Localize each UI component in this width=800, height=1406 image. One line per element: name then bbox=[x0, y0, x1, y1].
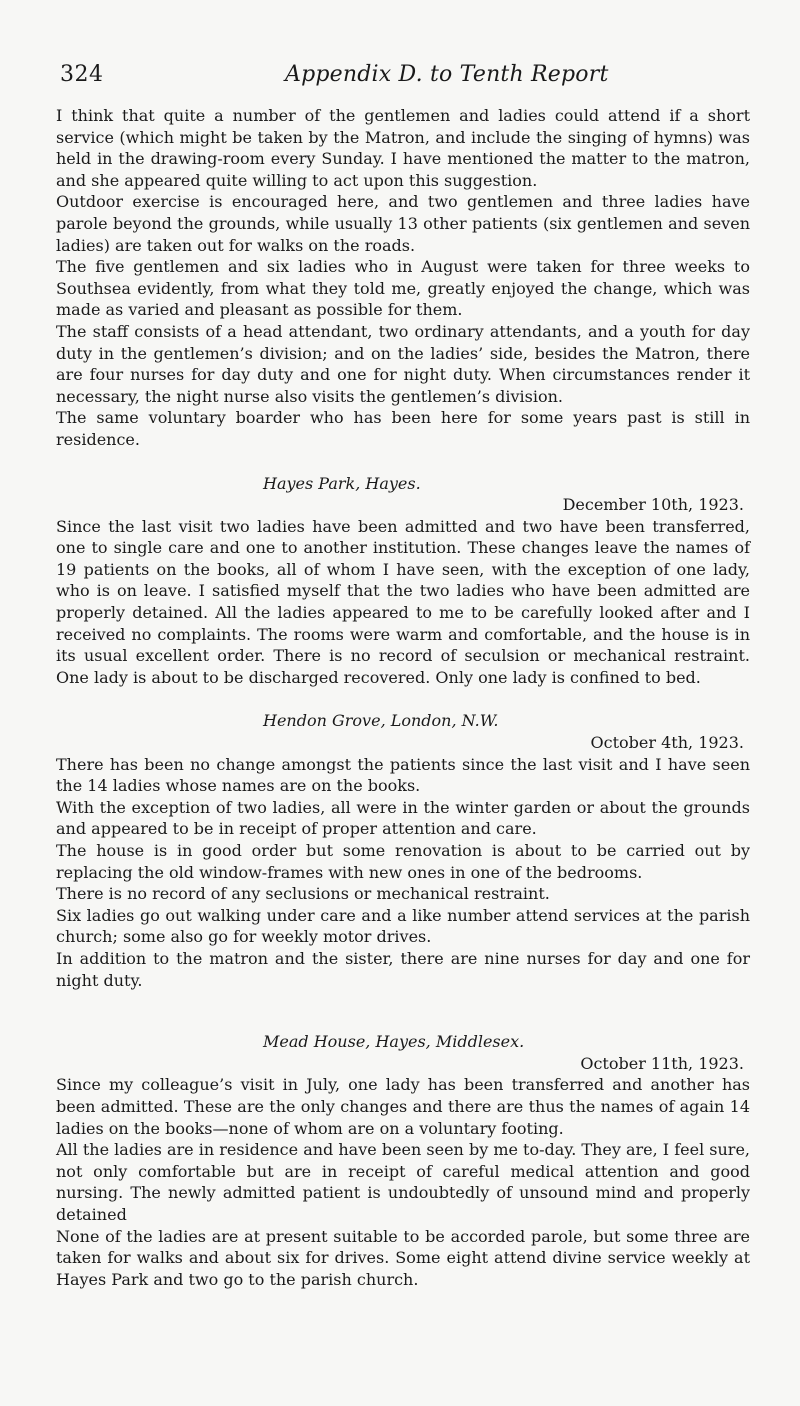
hayes-park-date: December 10th, 1923. bbox=[562, 495, 744, 515]
mead-house-paragraph-1: Since my colleague’s visit in July, one lady has been transferred and another has been admitted. These are the only changes and there are thus the names of again 14 ladies on the books—none of whom are on a voluntary footing. bbox=[56, 1075, 750, 1138]
hendon-grove-paragraph-4: There is no record of any seclusions or mechanical restraint. bbox=[56, 884, 550, 904]
hendon-grove-paragraph-5: Six ladies go out walking under care and a like number attend services at the parish church; some also go for weekly motor drives. bbox=[56, 905, 750, 947]
document-body bbox=[56, 105, 750, 1290]
intro-paragraph-3: The five gentlemen and six ladies who in August were taken for three weeks to Southsea evidently, from what they told me, greatly enjoyed the change, which was made as varied and pleasant as possible for them. bbox=[56, 257, 750, 320]
intro-paragraph-4: The staff consists of a head attendant, two ordinary attendants, and a youth for day duty in the gentlemen’s division; and on the ladies’ side, besides the Matron, there are four nurses for day duty and one for night duty. When circumstances render it necessary, the night nurse also visits the gentlemen’s division. bbox=[56, 321, 750, 406]
hendon-grove-paragraph-2: With the exception of two ladies, all were in the winter garden or about the grounds and appeared to be in receipt of proper attention and care. bbox=[56, 797, 750, 839]
mead-house-date: October 11th, 1923. bbox=[580, 1053, 744, 1073]
hendon-grove-paragraph-1: There has been no change amongst the patients since the last visit and I have seen the 14 ladies whose names are on the books. bbox=[56, 754, 750, 796]
hayes-park-paragraph-1: Since the last visit two ladies have been admitted and two have been transferred, one to single care and one to another institution. These changes leave the names of 19 patients on the books, all of whom I have seen, with the exception of one lady, who is on leave. I satisfied myself that the two ladies who have been admitted are properly detained. All the ladies appeared to me to be carefully looked after and I received no complaints. The rooms were warm and comfortable, and the house is in its usual excellent order. There is no record of seculsion or mechanical restraint. One lady is about to be discharged recovered. Only one lady is confined to bed. bbox=[56, 516, 750, 687]
hendon-grove-paragraph-6: In addition to the matron and the sister, there are nine nurses for day and one for night duty. bbox=[56, 948, 750, 990]
running-title: Appendix D. to Tenth Report bbox=[285, 62, 609, 87]
mead-house-heading: Mead House, Hayes, Middlesex. bbox=[263, 1032, 525, 1052]
hendon-grove-date: October 4th, 1923. bbox=[590, 733, 744, 753]
hendon-grove-paragraph-3: The house is in good order but some renovation is about to be carried out by replacing the old window-frames with new ones in one of the bedrooms. bbox=[56, 841, 750, 882]
page-header bbox=[0, 62, 800, 102]
section-spacer bbox=[56, 991, 750, 1009]
mead-house-paragraph-2: All the ladies are in residence and have been seen by me to-day. They are, I feel sure, not only comfortable but are in receipt of careful medical attention and good nursing. The newly admitted patient is undoubtedly of unsound mind and properly detained bbox=[56, 1140, 750, 1224]
hayes-park-heading: Hayes Park, Hayes. bbox=[263, 473, 421, 493]
page-number: 324 bbox=[60, 62, 104, 87]
hendon-grove-heading: Hendon Grove, London, N.W. bbox=[263, 711, 499, 731]
intro-paragraph-5: The same voluntary boarder who has been here for some years past is still in residence. bbox=[56, 408, 750, 449]
mead-house-paragraph-3: None of the ladies are at present suitable to be accorded parole, but some three are taken for walks and about six for drives. Some eight attend divine service weekly at Hayes Park and two go to the parish church. bbox=[56, 1226, 750, 1289]
intro-paragraph-2: Outdoor exercise is encouraged here, and two gentlemen and three ladies have parole beyond the grounds, while usually 13 other patients (six gentlemen and seven ladies) are taken out for walks on the roads. bbox=[56, 192, 750, 255]
intro-paragraph-1: I think that quite a number of the gentlemen and ladies could attend if a short service (which might be taken by the Matron, and include the singing of hymns) was held in the drawing-room every Sunday. I have mentioned the matter to the matron, and she appeared quite willing to act upon this suggestion. bbox=[56, 106, 750, 190]
